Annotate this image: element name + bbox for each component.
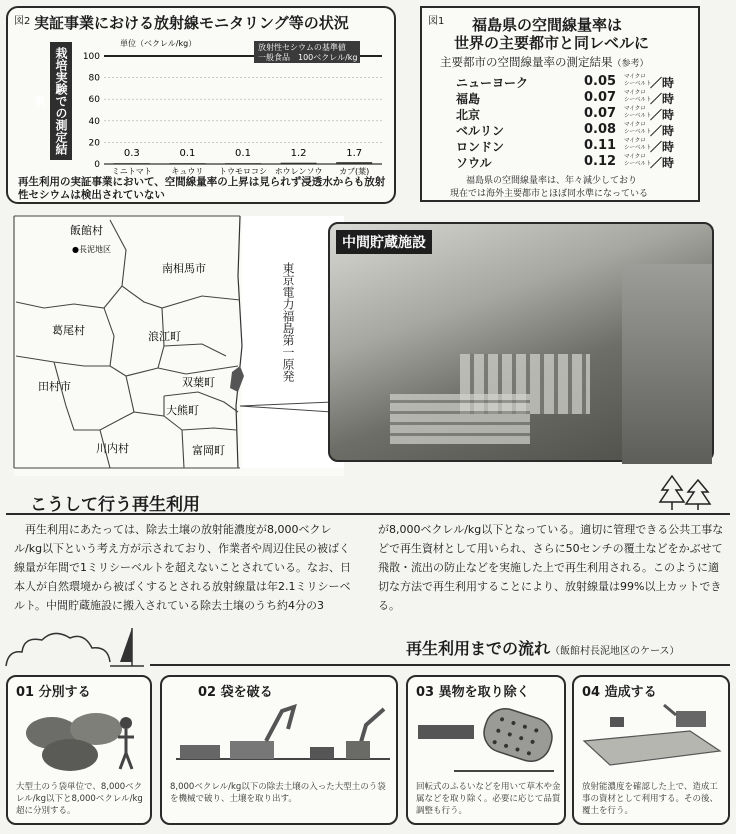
fig1-subtitle-text: 主要都市の空間線量率の測定結果 xyxy=(440,55,613,69)
fig1-city-row xyxy=(456,74,696,90)
flow-step-2-note: 8,000ベクレル/kg以下の除去土壌の入った大型土のう袋を機械で破り、土壌を取り出す。 xyxy=(170,782,386,804)
flow-step-3 xyxy=(406,675,566,825)
flow-heading-wrap xyxy=(406,636,680,659)
bag-breaker-illustration xyxy=(170,701,392,777)
fig1-unit-top: マイクロ xyxy=(624,154,646,160)
fig2-tag: 図2 xyxy=(14,16,31,27)
fig1-city-name: ベルリン xyxy=(456,124,505,138)
map-plant-label: 東京電力福島第一原発 xyxy=(256,262,296,382)
fig1-city-name: ソウル xyxy=(456,156,492,170)
fig2-ytick: 80 xyxy=(88,73,100,84)
fig1-city-name: 北京 xyxy=(456,108,481,122)
reuse-heading-rule xyxy=(6,513,730,515)
fig1-unit xyxy=(624,122,652,136)
fig2-ytick: 60 xyxy=(88,95,100,106)
fig1-per-hour: ／時 xyxy=(650,156,675,170)
fig2-legend-line2: 一般食品 100ベクレル/kg xyxy=(258,53,358,62)
map-tamura: 田村市 xyxy=(38,380,71,393)
fig1-per-hour: ／時 xyxy=(650,92,675,106)
fig1-unit-bottom: シーベルト xyxy=(624,161,652,167)
fig2-chart xyxy=(72,34,394,176)
fig2-category-label: ホウレンソウ xyxy=(274,167,323,176)
fig1-title-line1: 福島県の空間線量率は xyxy=(472,16,623,34)
fig2-bar xyxy=(114,163,150,164)
fig1-unit xyxy=(624,154,652,168)
fig2-ytick: 100 xyxy=(82,52,100,62)
fig2-ytick: 0 xyxy=(94,160,100,170)
fig1-unit-bottom: シーベルト xyxy=(624,81,652,87)
map-futaba: 双葉町 xyxy=(182,376,215,389)
fig1-per-hour: ／時 xyxy=(650,140,675,154)
fig2-panel xyxy=(6,6,396,204)
fig1-unit-bottom: シーベルト xyxy=(624,145,652,151)
fig2-value-label: 0.1 xyxy=(179,148,196,159)
fig1-city-value: 0.11 xyxy=(584,138,617,153)
grading-illustration xyxy=(580,701,726,779)
fig1-unit-bottom: シーベルト xyxy=(624,113,652,119)
map-okuma: 大熊町 xyxy=(166,404,199,417)
fig2-bar xyxy=(225,163,261,164)
fig2-category-label: キュウリ xyxy=(171,167,204,176)
fig2-value-label: 1.2 xyxy=(290,148,307,159)
fig2-ytick: 40 xyxy=(88,116,100,127)
fig2-bar xyxy=(336,162,372,164)
fig1-city-row xyxy=(456,106,696,122)
fig2-title: 実証事業における放射線モニタリング等の状況 xyxy=(34,14,349,32)
fig2-unit: 単位（ベクレル/kg） xyxy=(120,39,197,48)
photo-sea xyxy=(622,264,712,464)
fig1-city-name: 福島 xyxy=(456,92,481,106)
fig1-city-value: 0.07 xyxy=(584,106,617,121)
sandbag-illustration xyxy=(18,703,144,775)
fig1-unit xyxy=(624,74,652,88)
fig1-subtitle-ref: （参考） xyxy=(612,59,649,69)
fig1-note-line1: 福島県の空間線量率は、年々減少しており xyxy=(466,176,638,186)
photo-label: 中間貯蔵施設 xyxy=(336,230,432,254)
sieve-illustration xyxy=(414,701,562,781)
flow-step-1-note: 大型土のう袋単位で、8,000ベクレル/kg以下と8,000ベクレル/kg超に分別する。 xyxy=(16,782,143,816)
fig1-note-line2: 現在では海外主要都市とほぼ同水準になっている xyxy=(450,189,649,199)
map-kawauchi: 川内村 xyxy=(96,442,129,455)
reuse-text-col1: 再生利用にあたっては、除去土壌の放射能濃度が8,000ベクレル/kg以下という考え方が示されており、作業者や周辺住民の被ばく線量が年間で1ミリシーベルトを超えないことされている。なお、日本人が自然環境から被ばくするとされる放射線量は年2.1ミリシーベルト。中間貯蔵施設に搬入されている除去土壌のうち約4分の3 xyxy=(14,523,351,612)
fig1-city-value: 0.12 xyxy=(584,154,617,169)
fig1-unit-bottom: シーベルト xyxy=(624,129,652,135)
fig1-city-value: 0.05 xyxy=(584,74,617,89)
fig1-city-name: ニューヨーク xyxy=(456,76,529,90)
flow-step-1 xyxy=(6,675,152,825)
flow-rule xyxy=(150,664,730,666)
fig2-legend-line1: 放射性セシウムの基準値 xyxy=(258,43,346,52)
trees-icon xyxy=(658,474,714,512)
fig1-unit-top: マイクロ xyxy=(624,106,646,112)
fig1-unit-top: マイクロ xyxy=(624,74,646,80)
fig1-city-value: 0.07 xyxy=(584,90,617,105)
fig2-category-label: ミニトマト xyxy=(111,167,152,176)
fig1-city-row xyxy=(456,90,696,106)
fig2-value-label: 0.3 xyxy=(123,148,140,159)
fig1-tag: 図1 xyxy=(428,16,445,27)
fig2-side-label: 栽培実験での測定結果 xyxy=(50,42,72,160)
flow-step-2 xyxy=(160,675,398,825)
fig1-title-line2: 世界の主要都市と同レベルに xyxy=(454,34,650,52)
fig1-unit-top: マイクロ xyxy=(624,90,646,96)
fig2-ytick: 20 xyxy=(88,138,100,149)
fig1-per-hour: ／時 xyxy=(650,76,675,90)
fig1-per-hour: ／時 xyxy=(650,108,675,122)
fig1-unit xyxy=(624,90,652,104)
fig1-unit-top: マイクロ xyxy=(624,122,646,128)
fig1-unit-top: マイクロ xyxy=(624,138,646,144)
reuse-heading: こうして行う再生利用 xyxy=(30,495,200,515)
cloud-flag-icon xyxy=(4,622,154,668)
fig1-city-row xyxy=(456,154,696,170)
reuse-text-col2: が8,000ベクレル/kg以下となっている。適切に管理できる公共工事などで再生資材として用いられ、さらに50センチの覆土などをかぶせて飛散・流出の防止などを実施した上で再生利用される。このように適切な方法で再生利用することにより、放射線量は99%以上カットできる。 xyxy=(378,523,724,612)
map-nagadoro: ●長泥地区 xyxy=(72,245,111,254)
flow-step-2-title: 02 袋を破る xyxy=(198,685,273,700)
flow-step-4 xyxy=(572,675,730,825)
fig1-panel xyxy=(420,6,700,202)
fig2-value-label: 0.1 xyxy=(235,148,251,159)
map-iitate: 飯館村 xyxy=(70,224,103,237)
fig1-unit xyxy=(624,138,652,152)
fig2-bar xyxy=(169,163,205,164)
fig1-city-name: ロンドン xyxy=(456,140,505,154)
fig1-unit xyxy=(624,106,652,120)
flow-step-1-title: 01 分別する xyxy=(16,685,91,700)
fig1-city-row xyxy=(456,138,696,154)
flow-step-4-note: 放射能濃度を確認した上で、造成工事の資材として利用する。その後、覆土を行う。 xyxy=(582,782,719,816)
map-minamisoma: 南相馬市 xyxy=(162,262,206,275)
flow-step-3-note: 回転式のふるいなどを用いて草木や金属などを取り除く。必要に応じて品質調整も行う。 xyxy=(416,782,561,816)
flow-step-3-title: 03 異物を取り除く xyxy=(416,685,530,700)
fig2-value-label: 1.7 xyxy=(346,148,363,159)
fig2-footnote: 再生利用の実証事業において、空間線量率の上昇は見られず浸透水からも放射性セシウムは検出されていない xyxy=(18,176,386,201)
storage-facility-photo xyxy=(328,222,714,462)
fig2-category-label: トウモロコシ xyxy=(219,167,267,176)
fig1-city-list xyxy=(456,74,696,170)
fig1-per-hour: ／時 xyxy=(650,124,675,138)
fig2-category-label: カブ(葉) xyxy=(339,167,370,176)
photo-grid-2 xyxy=(390,394,530,444)
fig1-subtitle xyxy=(440,54,649,70)
map-namie: 浪江町 xyxy=(148,330,181,343)
fig1-city-row xyxy=(456,122,696,138)
fig1-city-value: 0.08 xyxy=(584,122,617,137)
fig1-unit-bottom: シーベルト xyxy=(624,97,652,103)
map-tomioka: 富岡町 xyxy=(192,444,225,457)
flow-heading: 再生利用までの流れ xyxy=(406,639,551,658)
flow-step-4-title: 04 造成する xyxy=(582,685,657,700)
map-katsurao: 葛尾村 xyxy=(52,324,85,337)
fig2-bar xyxy=(281,163,317,164)
flow-case: （飯館村長泥地区のケース） xyxy=(550,646,680,657)
